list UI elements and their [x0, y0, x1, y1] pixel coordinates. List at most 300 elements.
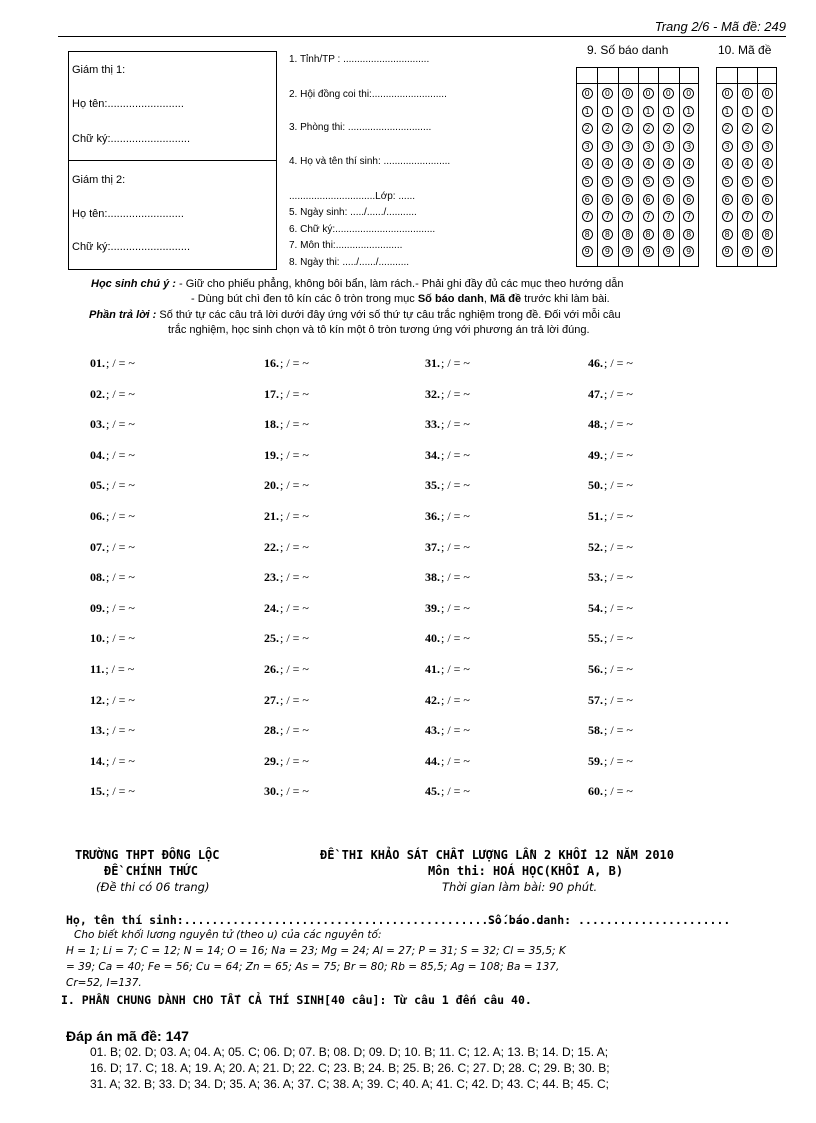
exam-code-title: 10. Mã đề — [718, 43, 772, 57]
answer-choices[interactable]: ; / = ~ — [441, 631, 470, 646]
info-exam-date: 8. Ngày thi: ...../....../........... — [289, 257, 410, 268]
question-number: 12. — [90, 692, 105, 707]
answer-item[interactable] — [264, 693, 309, 708]
student-id-bubble[interactable]: 9 — [602, 246, 613, 257]
answer-item[interactable] — [90, 723, 135, 738]
answer-choices[interactable]: ; / = ~ — [106, 600, 135, 615]
answer-choices[interactable]: ; / = ~ — [106, 723, 135, 738]
question-number: 02. — [90, 386, 105, 401]
info-class: ...............................Lớp: ...... — [289, 191, 416, 202]
answer-choices[interactable]: ; / = ~ — [604, 723, 633, 738]
page-code: Trang 2/6 - Mã đề: 249 — [654, 19, 786, 34]
exam-code-bubble[interactable]: 4 — [762, 158, 773, 169]
exam-code-bubble[interactable]: 1 — [762, 106, 773, 117]
candidate-name-line: Họ, tên thí sinh:.................................................... — [66, 913, 544, 927]
student-id-bubble[interactable]: 6 — [622, 194, 633, 205]
answer-choices[interactable]: ; / = ~ — [280, 386, 309, 401]
exam-code-bubble[interactable]: 5 — [762, 176, 773, 187]
answer-choices[interactable]: ; / = ~ — [441, 539, 470, 554]
info-subject: 7. Môn thi:........................ — [289, 240, 403, 251]
answer-choices[interactable]: ; / = ~ — [106, 386, 135, 401]
answer-choices[interactable]: ; / = ~ — [106, 356, 135, 370]
exam-code-bubble[interactable]: 8 — [762, 229, 773, 240]
answer-item[interactable] — [425, 540, 470, 555]
answer-item[interactable] — [264, 448, 309, 463]
student-id-bubble[interactable]: 4 — [663, 158, 674, 169]
atomic-mass-line-3: Cr=52, I=137. — [66, 977, 142, 989]
exam-code-bubble[interactable]: 2 — [742, 123, 753, 134]
student-id-bubble[interactable]: 8 — [683, 229, 694, 240]
answer-choices[interactable]: ; / = ~ — [441, 753, 470, 768]
answer-item[interactable] — [264, 723, 309, 738]
student-id-bubble[interactable]: 7 — [683, 211, 694, 222]
answer-choices[interactable]: ; / = ~ — [441, 417, 470, 432]
student-id-column-divider — [658, 68, 659, 266]
question-number: 58. — [588, 723, 603, 738]
student-id-bubble[interactable]: 2 — [663, 123, 674, 134]
note-line-4: trắc nghiệm, học sinh chọn và tô kín một ô tròn tương ứng với phương án trả lời đúng. — [168, 324, 590, 336]
answer-choices[interactable]: ; / = ~ — [441, 662, 470, 676]
question-number: 51. — [588, 509, 603, 523]
question-number: 24. — [264, 600, 279, 615]
student-id-bubble[interactable]: 4 — [643, 158, 654, 169]
student-id-bubble[interactable]: 5 — [683, 176, 694, 187]
answer-item[interactable] — [264, 540, 309, 555]
note-label-1: Học sinh chú ý : — [91, 278, 176, 290]
header-rule — [58, 36, 786, 37]
question-number: 20. — [264, 478, 279, 493]
answer-item[interactable] — [588, 784, 633, 799]
answer-item[interactable] — [588, 754, 633, 769]
student-id-bubble[interactable]: 2 — [643, 123, 654, 134]
question-number: 42. — [425, 692, 440, 707]
question-number: 47. — [588, 386, 603, 401]
student-id-header-rule — [577, 83, 698, 84]
question-number: 01. — [90, 356, 105, 370]
info-province: 1. Tỉnh/TP : ............................... — [289, 54, 430, 65]
answer-item[interactable] — [90, 754, 135, 769]
answer-choices[interactable]: ; / = ~ — [604, 539, 633, 554]
exam-code-bubble[interactable]: 6 — [742, 194, 753, 205]
answer-item[interactable] — [90, 356, 135, 371]
student-id-column-divider — [679, 68, 680, 266]
student-id-bubble[interactable]: 5 — [602, 176, 613, 187]
answer-item[interactable] — [264, 478, 309, 493]
answer-item[interactable] — [264, 570, 309, 585]
question-number: 44. — [425, 753, 440, 768]
answer-choices[interactable]: ; / = ~ — [280, 662, 309, 676]
supervisor-2-signature: Chữ ký:.......................... — [72, 241, 190, 253]
exam-code-bubble[interactable]: 7 — [762, 211, 773, 222]
exam-code-bubble[interactable]: 9 — [762, 246, 773, 257]
answer-item[interactable] — [425, 356, 470, 371]
answer-choices[interactable]: ; / = ~ — [441, 570, 470, 585]
student-id-bubble[interactable]: 0 — [643, 88, 654, 99]
answer-item[interactable] — [90, 570, 135, 585]
student-id-bubble-grid — [576, 67, 699, 267]
question-number: 50. — [588, 478, 603, 493]
info-signature: 6. Chữ ký:.................................... — [289, 224, 436, 235]
exam-code-bubble[interactable]: 0 — [762, 88, 773, 99]
question-number: 26. — [264, 662, 279, 676]
answer-item[interactable] — [264, 662, 309, 677]
student-id-bubble[interactable]: 4 — [582, 158, 593, 169]
question-number: 37. — [425, 539, 440, 554]
answer-item[interactable] — [425, 448, 470, 463]
answer-choices[interactable]: ; / = ~ — [280, 784, 309, 799]
question-number: 34. — [425, 447, 440, 462]
question-number: 46. — [588, 356, 603, 370]
note-text-2a: Số thứ tự các câu trả lời dưới đây ứng với số thứ tự câu trắc nghiệm trong đề. Đối với mỗi câu — [156, 309, 621, 321]
student-id-bubble[interactable]: 7 — [622, 211, 633, 222]
answer-choices[interactable]: ; / = ~ — [604, 447, 633, 462]
answer-item[interactable] — [90, 417, 135, 432]
answer-item[interactable] — [264, 509, 309, 524]
student-id-bubble[interactable]: 8 — [582, 229, 593, 240]
exam-code-bubble-grid — [716, 67, 777, 267]
question-number: 08. — [90, 570, 105, 585]
answer-item[interactable] — [425, 693, 470, 708]
student-id-bubble[interactable]: 6 — [602, 194, 613, 205]
question-number: 16. — [264, 356, 279, 370]
answer-key-title: Đáp án mã đề: 147 — [66, 1028, 189, 1044]
answer-key-line-3: 31. A; 32. B; 33. D; 34. D; 35. A; 36. A; 37. C; 38. A; 39. C; 40. A; 41. C; 42. D; 43. C; 44. B; 45. C; — [90, 1077, 609, 1091]
answer-item[interactable] — [264, 784, 309, 799]
answer-choices[interactable]: ; / = ~ — [604, 356, 633, 370]
answer-choices[interactable]: ; / = ~ — [106, 478, 135, 493]
student-id-bubble[interactable]: 6 — [663, 194, 674, 205]
student-id-bubble[interactable]: 5 — [622, 176, 633, 187]
exam-code-bubble[interactable]: 0 — [742, 88, 753, 99]
answer-item[interactable] — [425, 387, 470, 402]
answer-choices[interactable]: ; / = ~ — [106, 539, 135, 554]
student-id-bubble[interactable]: 3 — [643, 141, 654, 152]
supervisor-2-title: Giám thị 2: — [72, 174, 126, 186]
answer-item[interactable] — [588, 723, 633, 738]
answer-choices[interactable]: ; / = ~ — [280, 356, 309, 370]
answer-choices[interactable]: ; / = ~ — [105, 662, 135, 676]
answer-item[interactable] — [425, 570, 470, 585]
answer-item[interactable] — [90, 601, 135, 616]
answer-item[interactable] — [264, 417, 309, 432]
answer-item[interactable] — [588, 631, 633, 646]
exam-code-bubble[interactable]: 3 — [762, 141, 773, 152]
question-number: 04. — [90, 447, 105, 462]
exam-code-bubble[interactable]: 9 — [742, 246, 753, 257]
answer-item[interactable] — [90, 784, 135, 799]
exam-code-bubble[interactable]: 2 — [762, 123, 773, 134]
atomic-mass-line-2: = 39; Ca = 40; Fe = 56; Cu = 64; Zn = 65; As = 75; Br = 80; Rb = 85,5; Ag = 108; Ba = 137, — [66, 961, 560, 973]
answer-choices[interactable]: ; / = ~ — [441, 784, 470, 799]
note-sep: , — [483, 293, 490, 305]
exam-code-bubble[interactable]: 1 — [722, 106, 733, 117]
student-id-bubble[interactable]: 0 — [602, 88, 613, 99]
question-number: 07. — [90, 539, 105, 554]
answer-item[interactable] — [588, 693, 633, 708]
answer-choices[interactable]: ; / = ~ — [280, 478, 309, 493]
student-id-bubble[interactable]: 3 — [582, 141, 593, 152]
answer-item[interactable] — [90, 631, 135, 646]
answer-item[interactable] — [264, 356, 309, 371]
exam-code-bubble[interactable]: 8 — [742, 229, 753, 240]
answer-choices[interactable]: ; / = ~ — [106, 509, 135, 523]
question-number: 31. — [425, 356, 440, 370]
exam-code-bubble[interactable]: 2 — [722, 123, 733, 134]
exam-code-bubble[interactable]: 6 — [762, 194, 773, 205]
question-number: 43. — [425, 723, 440, 738]
answer-item[interactable] — [90, 509, 135, 524]
exam-code-bubble[interactable]: 4 — [722, 158, 733, 169]
answer-item[interactable] — [264, 387, 309, 402]
answer-choices[interactable]: ; / = ~ — [280, 723, 309, 738]
student-id-bubble[interactable]: 5 — [582, 176, 593, 187]
question-number: 56. — [588, 662, 603, 676]
student-id-bubble[interactable]: 1 — [622, 106, 633, 117]
answer-item[interactable] — [425, 417, 470, 432]
answer-choices[interactable]: ; / = ~ — [106, 631, 135, 646]
question-number: 23. — [264, 570, 279, 585]
official-label: ĐỀ CHÍNH THỨC — [104, 864, 198, 878]
question-number: 40. — [425, 631, 440, 646]
note-label-2: Phần trả lời : — [89, 309, 157, 321]
answer-key-line-2: 16. D; 17. C; 18. A; 19. A; 20. A; 21. D; 22. C; 23. B; 24. B; 25. B; 26. C; 27. D; 28. C; 29. B; 30. B; — [90, 1061, 610, 1075]
student-id-bubble[interactable]: 7 — [643, 211, 654, 222]
question-number: 14. — [90, 753, 105, 768]
answer-item[interactable] — [425, 631, 470, 646]
answer-choices[interactable]: ; / = ~ — [106, 417, 135, 432]
supervisor-1-title: Giám thị 1: — [72, 64, 126, 76]
exam-code-bubble[interactable]: 5 — [742, 176, 753, 187]
answer-choices[interactable]: ; / = ~ — [604, 692, 633, 707]
question-number: 18. — [264, 417, 279, 432]
student-id-bubble[interactable]: 8 — [622, 229, 633, 240]
answer-key-line-1: 01. B; 02. D; 03. A; 04. A; 05. C; 06. D; 07. B; 08. D; 09. D; 10. B; 11. C; 12. A; 13. B; 14. D; 15. A; — [90, 1045, 609, 1059]
answer-item[interactable] — [264, 631, 309, 646]
answer-choices[interactable]: ; / = ~ — [280, 692, 309, 707]
answer-choices[interactable]: ; / = ~ — [106, 447, 135, 462]
answer-choices[interactable]: ; / = ~ — [604, 386, 633, 401]
student-id-bubble[interactable]: 7 — [582, 211, 593, 222]
answer-choices[interactable]: ; / = ~ — [280, 539, 309, 554]
student-id-bubble[interactable]: 0 — [663, 88, 674, 99]
question-number: 41. — [425, 662, 440, 676]
answer-choices[interactable]: ; / = ~ — [280, 570, 309, 585]
answer-choices[interactable]: ; / = ~ — [604, 662, 633, 676]
exam-code-bubble[interactable]: 7 — [742, 211, 753, 222]
student-id-bubble[interactable]: 1 — [582, 106, 593, 117]
answer-choices[interactable]: ; / = ~ — [106, 784, 135, 799]
student-id-bubble[interactable]: 3 — [602, 141, 613, 152]
supervisor-divider — [68, 160, 277, 161]
student-id-bubble[interactable]: 6 — [683, 194, 694, 205]
note-line-3 — [89, 309, 621, 321]
student-id-bubble[interactable]: 5 — [663, 176, 674, 187]
question-number: 54. — [588, 600, 603, 615]
exam-title: ĐỀ THI KHẢO SÁT CHẤT LƯỢNG LẦN 2 KHỐI 12 NĂM 2010 — [320, 848, 675, 862]
question-number: 57. — [588, 692, 603, 707]
student-id-bubble[interactable]: 9 — [643, 246, 654, 257]
answer-item[interactable] — [425, 784, 470, 799]
question-number: 22. — [264, 539, 279, 554]
supervisor-2-name: Họ tên:......................... — [72, 208, 184, 220]
answer-choices[interactable]: ; / = ~ — [604, 509, 633, 523]
answer-choices[interactable]: ; / = ~ — [604, 478, 633, 493]
answer-item[interactable] — [588, 540, 633, 555]
answer-item[interactable] — [425, 509, 470, 524]
exam-time: Thời gian làm bài: 90 phút. — [442, 880, 598, 894]
answer-item[interactable] — [90, 662, 134, 677]
answer-item[interactable] — [425, 601, 470, 616]
answer-choices[interactable]: ; / = ~ — [604, 600, 633, 615]
answer-item[interactable] — [425, 754, 470, 769]
answer-choices[interactable]: ; / = ~ — [280, 631, 309, 646]
exam-code-bubble[interactable]: 0 — [722, 88, 733, 99]
student-id-bubble[interactable]: 2 — [602, 123, 613, 134]
supervisor-1-signature: Chữ ký:.......................... — [72, 133, 190, 145]
note-text-1a: - Giữ cho phiếu phẳng, không bôi bẩn, làm rách.- Phải ghi đầy đủ các mục theo hướng dẫn — [175, 278, 624, 290]
exam-code-bubble[interactable]: 3 — [722, 141, 733, 152]
answer-choices[interactable]: ; / = ~ — [604, 784, 633, 799]
student-id-bubble[interactable]: 0 — [683, 88, 694, 99]
answer-item[interactable] — [588, 509, 633, 524]
answer-item[interactable] — [425, 478, 470, 493]
note-line-1 — [91, 278, 624, 290]
answer-choices[interactable]: ; / = ~ — [604, 631, 633, 646]
note-bold-student-id: Số báo danh — [417, 293, 484, 305]
student-id-bubble[interactable]: 9 — [663, 246, 674, 257]
answer-choices[interactable]: ; / = ~ — [441, 600, 470, 615]
answer-choices[interactable]: ; / = ~ — [604, 570, 633, 585]
answer-choices[interactable]: ; / = ~ — [441, 692, 470, 707]
school-name: TRƯỜNG THPT ĐỒNG LỘC — [75, 848, 220, 862]
answer-item[interactable] — [90, 448, 135, 463]
student-id-bubble[interactable]: 1 — [683, 106, 694, 117]
student-id-bubble[interactable]: 0 — [582, 88, 593, 99]
answer-item[interactable] — [264, 754, 309, 769]
info-council: 2. Hội đồng coi thi:........................... — [289, 89, 447, 100]
student-id-bubble[interactable]: 8 — [663, 229, 674, 240]
exam-code-bubble[interactable]: 9 — [722, 246, 733, 257]
answer-choices[interactable]: ; / = ~ — [604, 417, 633, 432]
student-id-bubble[interactable]: 4 — [602, 158, 613, 169]
answer-item[interactable] — [264, 601, 309, 616]
student-id-bubble[interactable]: 4 — [683, 158, 694, 169]
question-number: 38. — [425, 570, 440, 585]
exam-code-bubble[interactable]: 1 — [742, 106, 753, 117]
exam-code-bubble[interactable]: 7 — [722, 211, 733, 222]
note-text-1b-post: trước khi làm bài. — [521, 293, 610, 305]
answer-item[interactable] — [588, 662, 633, 677]
student-id-bubble[interactable]: 2 — [622, 123, 633, 134]
question-number: 39. — [425, 600, 440, 615]
answer-choices[interactable]: ; / = ~ — [604, 753, 633, 768]
answer-choices[interactable]: ; / = ~ — [280, 600, 309, 615]
student-id-column-divider — [618, 68, 619, 266]
answer-item[interactable] — [90, 693, 135, 708]
student-id-bubble[interactable]: 8 — [643, 229, 654, 240]
student-id-title: 9. Số báo danh — [587, 43, 669, 57]
question-number: 11. — [90, 662, 105, 676]
question-number: 09. — [90, 600, 105, 615]
info-birthdate: 5. Ngày sinh: ...../....../........... — [289, 207, 417, 218]
answer-choices[interactable]: ; / = ~ — [441, 723, 470, 738]
answer-choices[interactable]: ; / = ~ — [441, 386, 470, 401]
answer-item[interactable] — [90, 478, 135, 493]
answer-item[interactable] — [588, 478, 633, 493]
answer-item[interactable] — [425, 662, 470, 677]
exam-code-bubble[interactable]: 3 — [742, 141, 753, 152]
question-number: 55. — [588, 631, 603, 646]
student-id-bubble[interactable]: 0 — [622, 88, 633, 99]
answer-item[interactable] — [90, 387, 135, 402]
exam-subject: Môn thi: HOÁ HỌC(KHỐI A, B) — [428, 864, 624, 878]
answer-item[interactable] — [588, 570, 633, 585]
answer-item[interactable] — [588, 601, 633, 616]
answer-choices[interactable]: ; / = ~ — [441, 356, 470, 370]
student-id-bubble[interactable]: 9 — [622, 246, 633, 257]
answer-choices[interactable]: ; / = ~ — [280, 509, 309, 523]
student-id-bubble[interactable]: 9 — [683, 246, 694, 257]
student-id-bubble[interactable]: 2 — [683, 123, 694, 134]
student-id-bubble[interactable]: 6 — [643, 194, 654, 205]
answer-item[interactable] — [425, 723, 470, 738]
answer-item[interactable] — [588, 448, 633, 463]
student-id-bubble[interactable]: 3 — [663, 141, 674, 152]
answer-choices[interactable]: ; / = ~ — [441, 447, 470, 462]
student-id-bubble[interactable]: 8 — [602, 229, 613, 240]
answer-choices[interactable]: ; / = ~ — [280, 447, 309, 462]
student-id-bubble[interactable]: 2 — [582, 123, 593, 134]
student-id-bubble[interactable]: 3 — [683, 141, 694, 152]
answer-choices[interactable]: ; / = ~ — [280, 417, 309, 432]
student-id-bubble[interactable]: 1 — [602, 106, 613, 117]
question-number: 21. — [264, 509, 279, 523]
question-number: 30. — [264, 784, 279, 799]
answer-item[interactable] — [588, 387, 633, 402]
answer-choices[interactable]: ; / = ~ — [106, 692, 135, 707]
answer-item[interactable] — [90, 540, 135, 555]
student-id-bubble[interactable]: 7 — [602, 211, 613, 222]
student-id-bubble[interactable]: 1 — [663, 106, 674, 117]
exam-code-bubble[interactable]: 6 — [722, 194, 733, 205]
student-id-bubble[interactable]: 9 — [582, 246, 593, 257]
answer-choices[interactable]: ; / = ~ — [106, 570, 135, 585]
student-id-bubble[interactable]: 4 — [622, 158, 633, 169]
answer-item[interactable] — [588, 417, 633, 432]
answer-choices[interactable]: ; / = ~ — [280, 753, 309, 768]
question-number: 60. — [588, 784, 603, 799]
exam-code-bubble[interactable]: 5 — [722, 176, 733, 187]
student-id-bubble[interactable]: 5 — [643, 176, 654, 187]
answer-choices[interactable]: ; / = ~ — [441, 478, 470, 493]
student-id-bubble[interactable]: 6 — [582, 194, 593, 205]
answer-item[interactable] — [588, 356, 633, 371]
exam-code-bubble[interactable]: 8 — [722, 229, 733, 240]
page-count: (Đề thi có 06 trang) — [96, 880, 210, 894]
student-id-bubble[interactable]: 3 — [622, 141, 633, 152]
answer-choices[interactable]: ; / = ~ — [441, 509, 470, 523]
student-id-bubble[interactable]: 1 — [643, 106, 654, 117]
answer-choices[interactable]: ; / = ~ — [106, 753, 135, 768]
question-number: 52. — [588, 539, 603, 554]
supervisor-1-name: Họ tên:......................... — [72, 98, 184, 110]
question-number: 36. — [425, 509, 440, 523]
exam-code-bubble[interactable]: 4 — [742, 158, 753, 169]
exam-code-column-divider — [757, 68, 758, 266]
student-id-bubble[interactable]: 7 — [663, 211, 674, 222]
question-number: 32. — [425, 386, 440, 401]
note-text-1b-pre: - Dùng bút chì đen tô kín các ô tròn trong mục — [191, 293, 418, 305]
